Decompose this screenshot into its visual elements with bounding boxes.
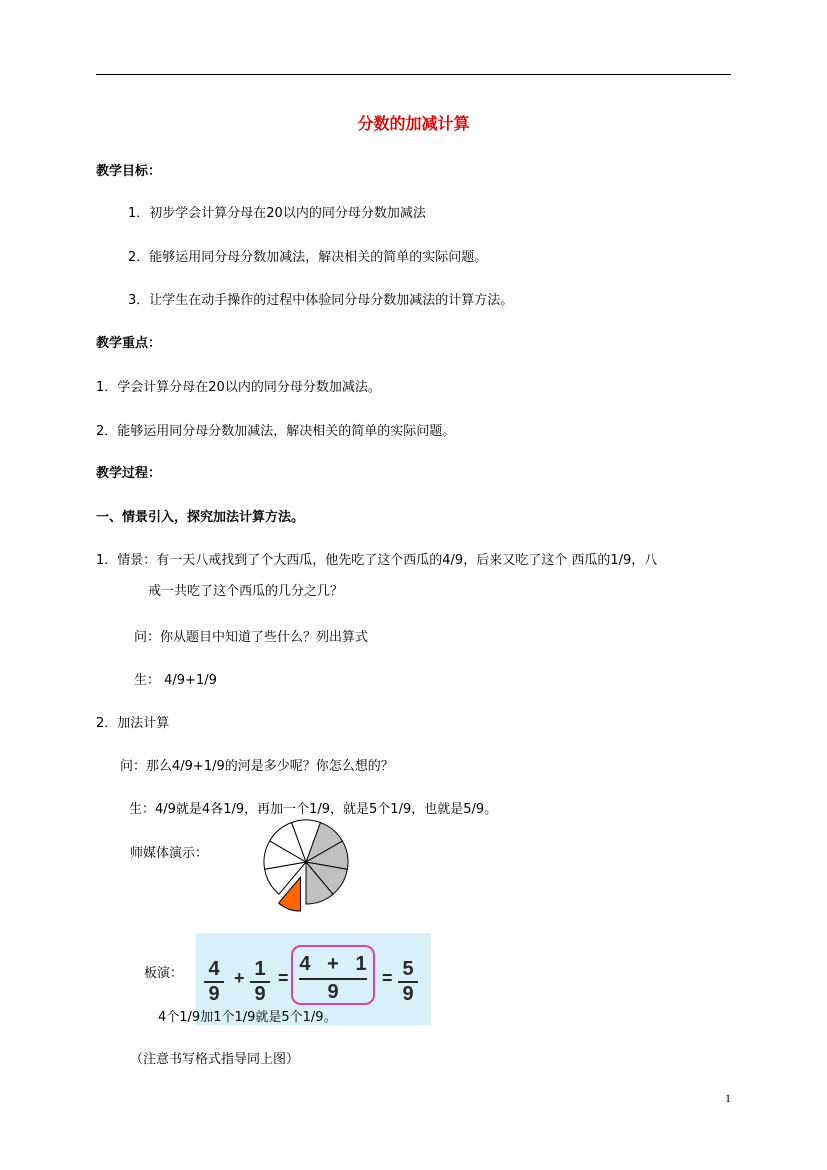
page-title: 分数的加减计算 <box>357 114 470 133</box>
equals-sign: = <box>278 968 289 988</box>
key-point: 2．能够运用同分母分数加减法，解决相关的简单的实际问题。 <box>96 424 456 439</box>
part1-heading: 一、情景引入，探究加法计算方法。 <box>96 510 305 525</box>
goal-item: 2．能够运用同分母分数加减法，解决相关的简单的实际问题。 <box>128 250 488 265</box>
scene-line: 戒一共吃了这个西瓜的几分之几？ <box>148 584 344 599</box>
process-heading: 教学过程： <box>96 466 162 481</box>
fraction-denominator: 9 <box>254 983 266 1005</box>
pie-diagram <box>258 818 362 922</box>
question-line: 问：那么4/9+1/9的河是多少呢？你怎么想的？ <box>120 759 394 774</box>
student-line: 生：4/9就是4各1/9，再加一个1/9，就是5个1/9，也就是5/9。 <box>129 802 498 817</box>
key-heading: 教学重点： <box>96 336 162 351</box>
fraction-bar <box>299 978 367 980</box>
board-note: 4个1/9加1个1/9就是5个1/9。 <box>158 1010 337 1025</box>
header-rule <box>96 74 731 75</box>
goal-item: 3．让学生在动手操作的过程中体验同分母分数加减法的计算方法。 <box>128 293 514 308</box>
board-label: 板演： <box>144 966 184 981</box>
plus-sign: + <box>234 968 245 988</box>
fraction-numerator: 4 <box>208 958 220 980</box>
pie-slices <box>264 820 348 911</box>
question-line: 问：你从题目中知道了些什么？列出算式 <box>134 630 369 645</box>
combined-numerator: 4 + 1 <box>299 953 367 975</box>
equals-sign: = <box>382 968 393 988</box>
fraction-numerator: 5 <box>402 958 414 980</box>
key-point: 1．学会计算分母在20以内的同分母分数加减法。 <box>96 380 381 395</box>
fraction-denominator: 9 <box>402 983 414 1005</box>
student-line: 生： 4/9+1/9 <box>134 673 217 688</box>
goals-heading: 教学目标： <box>96 164 162 179</box>
goal-item: 1．初步学会计算分母在20以内的同分母分数加减法 <box>128 206 426 221</box>
fraction-numerator: 1 <box>254 958 266 980</box>
combined-denominator: 9 <box>327 981 339 1003</box>
format-note: （注意书写格式指导同上图） <box>130 1052 300 1067</box>
scene-line: 1．情景：有一天八戒找到了个大西瓜，他先吃了这个西瓜的4/9，后来又吃了这个 西瓜的1/9，八 <box>96 553 658 568</box>
page-number: 1 <box>725 1091 731 1105</box>
demo-label: 师媒体演示： <box>130 846 209 861</box>
addition-heading: 2．加法计算 <box>96 716 170 731</box>
fraction-denominator: 9 <box>208 983 220 1005</box>
